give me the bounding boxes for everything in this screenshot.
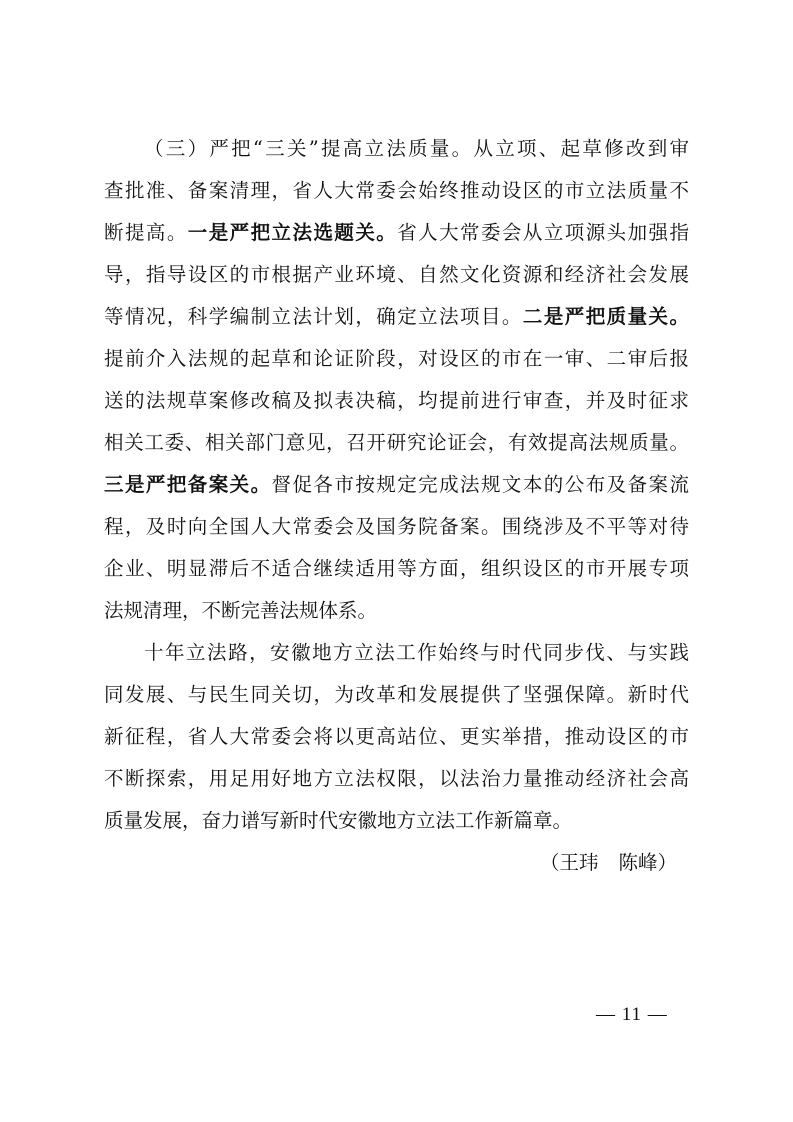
text-run: （三）严把“三关”提高立法质量。从立项、起草修改到审 [144, 137, 689, 160]
bold-heading-run: 二是严把质量关。 [522, 305, 689, 328]
text-line [104, 590, 689, 632]
text-line [104, 506, 689, 548]
text-line [144, 632, 689, 674]
text-run: 送的法规草案修改稿及拟表决稿，均提前进行审查，并及时征求 [104, 389, 689, 412]
text-run: 等情况，科学编制立法计划，确定立法项目。 [104, 305, 523, 328]
text-run: 督促各市按规定完成法规文本的公布及备案流 [271, 473, 689, 496]
bold-heading-run: 一是严把立法选题关。 [187, 221, 398, 244]
text-run: 相关工委、相关部门意见，召开研究论证会，有效提高法规质量。 [104, 431, 689, 454]
text-line [104, 296, 689, 338]
page-number: — 11 — [596, 1004, 668, 1025]
signature-open-paren: （ [540, 851, 560, 874]
text-line [104, 338, 689, 380]
text-run: 省人大常委会从立项源头加强指 [397, 221, 689, 244]
author-name: 王玮 [559, 851, 599, 874]
text-line [104, 380, 689, 422]
author-signature [540, 842, 677, 884]
text-run: 企业、明显滞后不适合继续适用等方面，组织设区的市开展专项 [104, 557, 689, 580]
text-line [104, 212, 689, 254]
text-line [104, 758, 689, 800]
text-line [104, 422, 689, 464]
text-run: 断提高。 [104, 221, 188, 244]
text-run: 不断探索，用足用好地方立法权限，以法治力量推动经济社会高 [104, 767, 689, 790]
text-run: 导，指导设区的市根据产业环境、自然文化资源和经济社会发展 [104, 263, 689, 286]
text-run: 同发展、与民生同关切，为改革和发展提供了坚强保障。新时代 [104, 683, 689, 706]
text-line [104, 254, 689, 296]
text-run: 查批准、备案清理，省人大常委会始终推动设区的市立法质量不 [104, 179, 689, 202]
text-line [104, 800, 689, 842]
bold-heading-run: 三是严把备案关。 [104, 473, 272, 496]
text-line [104, 548, 689, 590]
author-name: 陈峰 [618, 851, 658, 874]
text-line [104, 464, 689, 506]
signature-close-paren: ） [657, 851, 678, 874]
text-line [104, 170, 689, 212]
text-line [104, 716, 689, 758]
text-run: 程，及时向全国人大常委会及国务院备案。围绕涉及不平等对待 [104, 515, 689, 538]
text-run: 质量发展，奋力谱写新时代安徽地方立法工作新篇章。 [104, 809, 573, 832]
text-line [144, 128, 689, 170]
text-run: 提前介入法规的起草和论证阶段，对设区的市在一审、二审后报 [104, 347, 689, 370]
text-line [104, 674, 689, 716]
text-run: 十年立法路，安徽地方立法工作始终与时代同步伐、与实践 [144, 641, 689, 664]
text-run: 新征程，省人大常委会将以更高站位、更实举措，推动设区的市 [104, 725, 689, 748]
text-run: 法规清理，不断完善法规体系。 [104, 599, 378, 622]
